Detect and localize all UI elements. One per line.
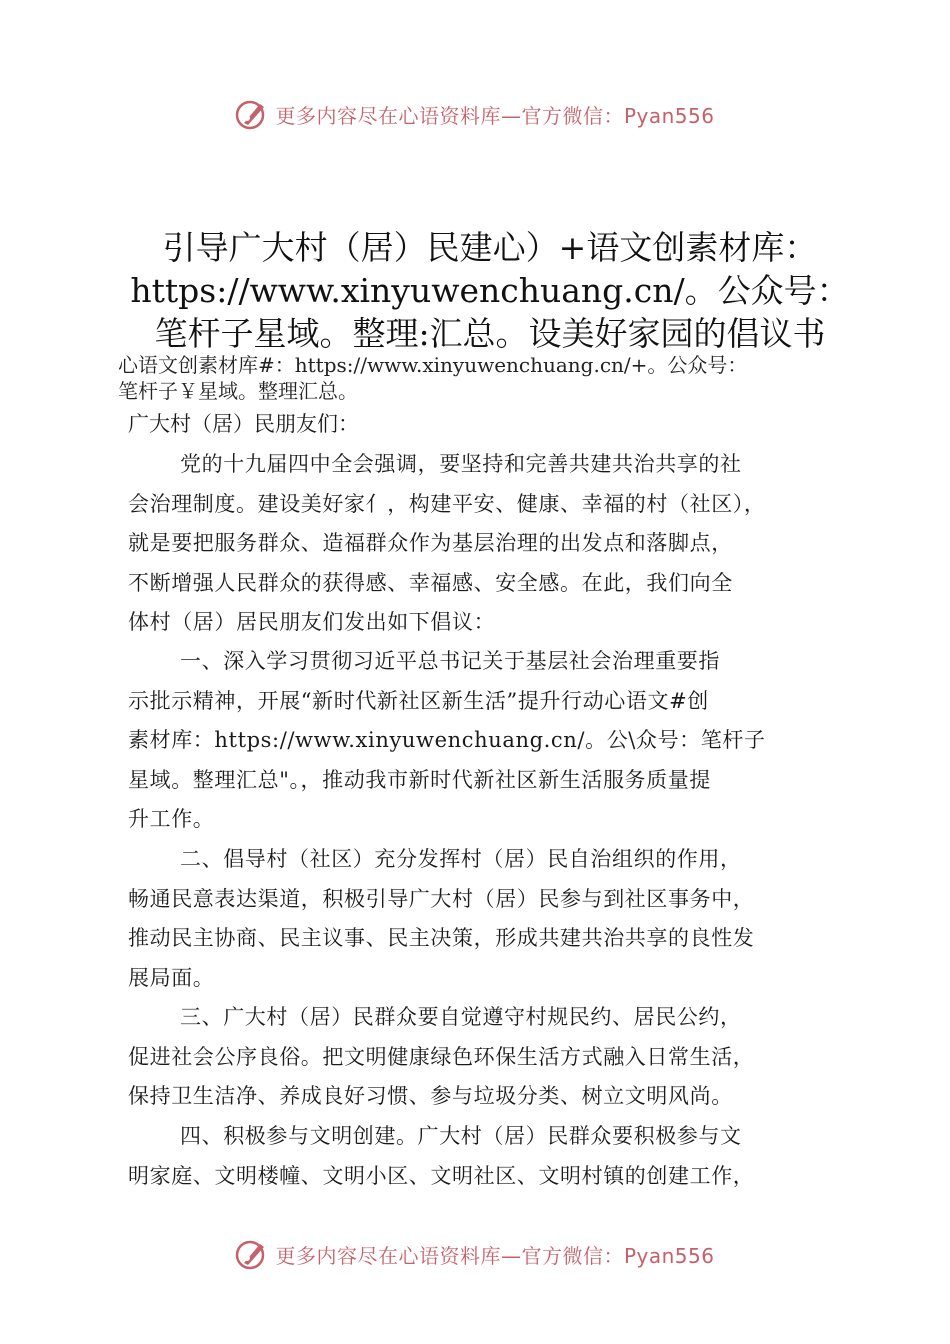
paragraph-line: 三、广大村（居）民群众要自觉遵守村规民约、居民公约， [180, 1005, 742, 1029]
paragraph-line: 星域。整理汇总"。，推动我市新时代新社区新生活服务质量提 [128, 767, 711, 792]
source-note-line: 笔杆子￥星域。整理汇总。 [118, 379, 358, 403]
paragraph-line: 素材库：https://www.xinyuwenchuang.cn/。公\众号：笔杆子 [128, 728, 766, 752]
paragraph-line: 一、深入学习贯彻习近平总书记关于基层社会治理重要指 [180, 649, 720, 673]
paragraph-line: 畅通民意表达渠道，积极引导广大村（居）民参与到社区事务中， [128, 886, 755, 911]
paragraph-line: 明家庭、文明楼幢、文明小区、文明社区、文明村镇的创建工作， [128, 1163, 755, 1188]
paragraph-item-2 [128, 840, 848, 998]
paragraph-item-1 [128, 642, 848, 840]
title-line: 引导广大村（居）民建心）+语文创素材库： [162, 228, 818, 267]
header-banner [0, 92, 950, 136]
paragraph-line: 就是要把服务群众、造福群众作为基层治理的出发点和落脚点， [128, 531, 733, 555]
paragraph-line: 体村（居）居民朋友们发出如下倡议： [128, 610, 496, 634]
footer-banner-text: 更多内容尽在心语资料库—官方微信：Pyan556 [275, 1243, 715, 1268]
paragraph-line: 展局面。 [128, 965, 215, 990]
paragraph-line: 党的十九届四中全会强调，要坚持和完善共建共治共享的社 [180, 452, 742, 476]
footer-banner [0, 1232, 950, 1276]
paragraph-line: 升工作。 [128, 807, 215, 831]
paragraph-item-4 [128, 1117, 848, 1196]
paragraph-line: 促进社会公序良俗。把文明健康绿色环保生活方式融入日常生活， [128, 1044, 755, 1069]
paragraph-line: 不断增强人民群众的获得感、幸福感、安全感。在此，我们向全 [128, 570, 733, 595]
salutation: 广大村（居）民朋友们： [128, 412, 359, 436]
paragraph-intro [128, 445, 848, 643]
paragraph-line: 示批示精神，开展“新时代新社区新生活”提升行动心语文#创 [128, 688, 709, 713]
paragraph-line: 会治理制度。建设美好家⺅，构建平安、健康、幸福的村（社区）， [128, 491, 766, 516]
title-line: 笔杆子星域。整理:汇总。设美好家园的倡议书 [154, 314, 826, 353]
pen-nib-logo-icon [235, 1237, 269, 1271]
paragraph-line: 四、积极参与文明创建。广大村（居）民群众要积极参与文 [180, 1124, 742, 1148]
document-title [100, 226, 880, 355]
paragraph-line: 保持卫生洁净、养成良好习惯、参与垃圾分类、树立文明风尚。 [128, 1084, 733, 1108]
paragraph-line: 二、倡导村（社区）充分发挥村（居）民自治组织的作用， [180, 847, 742, 871]
header-banner-text: 更多内容尽在心语资料库—官方微信：Pyan556 [275, 103, 715, 128]
paragraph-item-3 [128, 998, 848, 1117]
title-line: https://www.xinyuwenchuang.cn/。公众号： [130, 271, 850, 310]
pen-nib-logo-icon [235, 97, 269, 131]
source-note-line: 心语文创素材库#：https://www.xinyuwenchuang.cn/+。公众号： [118, 353, 748, 377]
paragraph-line: 推动民主协商、民主议事、民主决策，形成共建共治共享的良性发 [128, 926, 755, 950]
source-note [118, 352, 878, 404]
